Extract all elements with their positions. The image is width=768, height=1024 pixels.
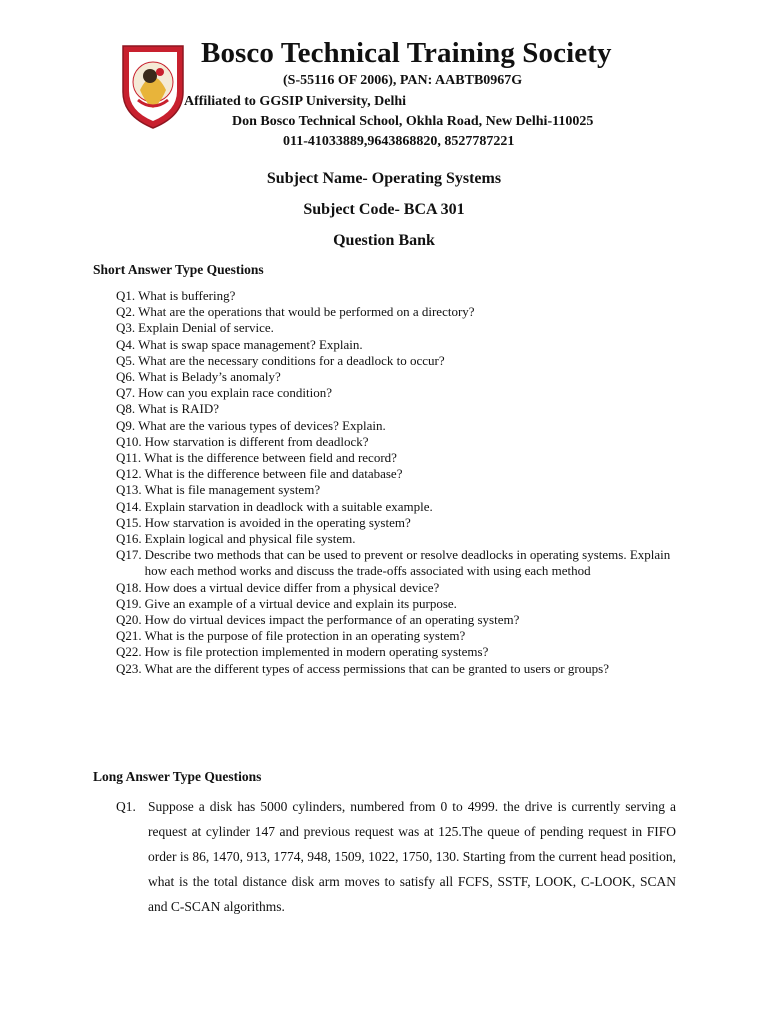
list-item [116, 580, 676, 596]
question-number: Q12. [116, 466, 142, 482]
question-number: Q3. [116, 320, 136, 336]
list-item [116, 337, 676, 353]
registration-line: (S-55116 OF 2006), PAN: AABTB0967G [283, 73, 523, 88]
question-text: How do virtual devices impact the performance of an operating system? [144, 612, 520, 628]
question-text: What is the difference between field and record? [144, 450, 397, 466]
question-text: What is file management system? [144, 482, 321, 498]
question-number: Q9. [116, 417, 136, 433]
subject-name: Subject Name- Operating Systems [266, 170, 502, 187]
question-text: What are the operations that would be performed on a directory? [138, 304, 475, 320]
list-item [116, 353, 676, 369]
short-answer-heading: Short Answer Type Questions [93, 262, 264, 277]
list-item [116, 450, 676, 466]
question-number: Q21. [116, 628, 142, 644]
question-text: Explain Denial of service. [138, 320, 274, 336]
list-item [116, 434, 676, 450]
list-item [116, 661, 676, 677]
question-number: Q2. [116, 304, 136, 320]
question-number: Q4. [116, 336, 136, 352]
question-number: Q13. [116, 482, 142, 498]
question-text: How is file protection implemented in modern operating systems? [144, 644, 489, 660]
question-text: What is the purpose of file protection in an operating system? [144, 628, 466, 644]
question-number: Q5. [116, 352, 136, 368]
list-item [116, 644, 676, 660]
address-line: Don Bosco Technical School, Okhla Road, New Delhi-110025 [232, 114, 594, 129]
subject-code: Subject Code- BCA 301 [303, 201, 465, 218]
question-number: Q16. [116, 531, 142, 547]
list-item [116, 547, 676, 579]
list-item [116, 320, 676, 336]
long-answer-heading: Long Answer Type Questions [93, 769, 262, 784]
list-item [116, 628, 676, 644]
list-item [116, 515, 676, 531]
list-item [116, 596, 676, 612]
list-item [116, 288, 676, 304]
question-text: What are the necessary conditions for a deadlock to occur? [138, 352, 445, 368]
question-number: Q19. [116, 595, 142, 611]
question-text: Explain logical and physical file system. [144, 531, 356, 547]
question-number: Q6. [116, 369, 136, 385]
list-item [116, 612, 676, 628]
question-text: How does a virtual device differ from a physical device? [144, 579, 440, 595]
question-number: Q11. [116, 450, 142, 466]
question-text: Give an example of a virtual device and explain its purpose. [144, 595, 457, 611]
list-item [116, 401, 676, 417]
question-number: Q8. [116, 401, 136, 417]
question-text: Suppose a disk has 5000 cylinders, numbered from 0 to 4999. the drive is currently serving a request at cylinder 147 and previous request was at 125.The queue of pending request in FIFO order is 86, 1470, 913, 1774, 948, 1509, 1022, 1750, 130. Starting from the current head position, what is the total distance disk arm moves to satisfy all FCFS, SSTF, LOOK, C-LOOK, SCAN and C-SCAN algorithms. [148, 799, 676, 914]
question-number: Q18. [116, 579, 142, 595]
org-name: Bosco Technical Training Society [201, 37, 612, 69]
question-number: Q20. [116, 612, 142, 628]
question-number: Q10. [116, 433, 142, 449]
question-text: Describe two methods that can be used to prevent or resolve deadlocks in operating systems. Explain how each method works and discuss the trade-offs associated with using each method [144, 547, 671, 579]
affiliation-line: Affiliated to GGSIP University, Delhi [184, 94, 407, 109]
list-item [116, 385, 676, 401]
list-item [116, 369, 676, 385]
question-text: What is buffering? [138, 288, 236, 303]
question-number: Q14. [116, 498, 142, 514]
list-item [116, 304, 676, 320]
question-text: What is swap space management? Explain. [138, 336, 363, 352]
question-text: How can you explain race condition? [138, 385, 332, 401]
question-text: What is Belady’s anomaly? [138, 369, 281, 385]
list-item [116, 499, 676, 515]
list-item [116, 466, 676, 482]
question-text: What is RAID? [138, 401, 220, 417]
question-number: Q23. [116, 660, 142, 676]
question-number: Q22. [116, 644, 142, 660]
list-item [116, 531, 676, 547]
question-number: Q15. [116, 514, 142, 530]
question-number: Q7. [116, 385, 136, 401]
question-text: How starvation is avoided in the operating system? [144, 514, 411, 530]
question-text: What is the difference between file and database? [144, 466, 403, 482]
question-text: Explain starvation in deadlock with a suitable example. [144, 498, 433, 514]
question-text: What are the various types of devices? Explain. [138, 417, 386, 433]
phone-line: 011-41033889,9643868820, 8527787221 [283, 134, 515, 149]
list-item [116, 482, 676, 498]
long-question-item [116, 794, 676, 919]
question-text: How starvation is different from deadlock? [144, 433, 369, 449]
question-number: Q1. [116, 799, 136, 814]
question-number: Q17. [116, 547, 142, 563]
question-text: What are the different types of access permissions that can be granted to users or groups? [144, 660, 609, 676]
society-logo [120, 42, 186, 130]
question-number: Q1. [116, 288, 136, 303]
question-bank-title: Question Bank [333, 232, 435, 249]
list-item [116, 418, 676, 434]
short-question-list [116, 288, 676, 677]
